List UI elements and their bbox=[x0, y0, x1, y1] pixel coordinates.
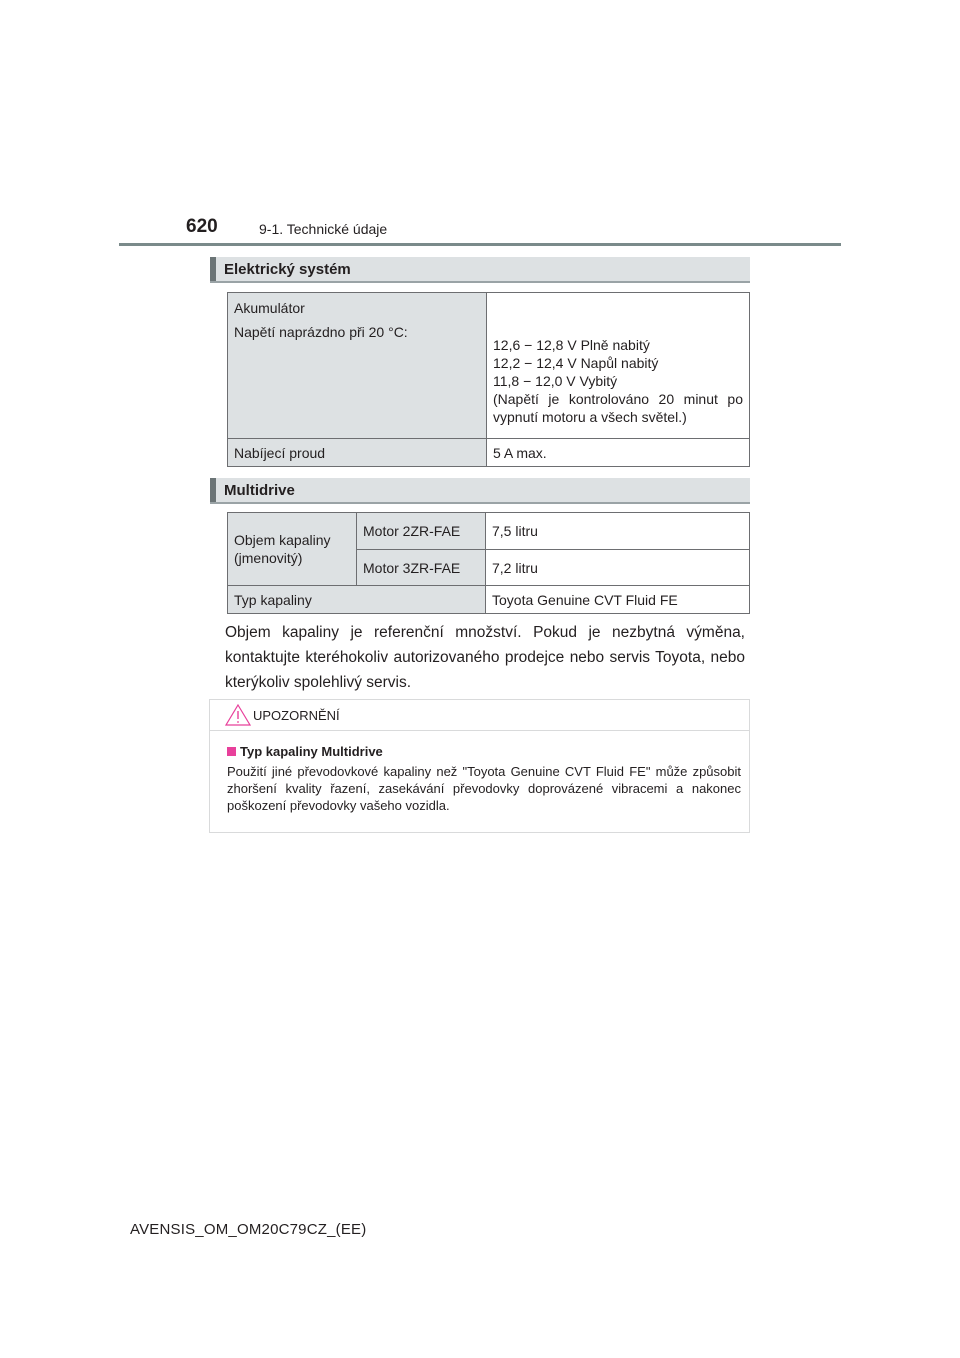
chapter-title: 9-1. Technické údaje bbox=[259, 221, 388, 237]
section-heading-text: Multidrive bbox=[224, 482, 295, 499]
engine-cell bbox=[357, 513, 486, 550]
charging-value-cell bbox=[487, 439, 750, 467]
fluid-type-label: Typ kapaliny bbox=[234, 591, 312, 608]
multidrive-table bbox=[227, 512, 750, 614]
capacity-value: 7,2 litru bbox=[492, 559, 538, 576]
section-heading-electrical bbox=[210, 257, 750, 283]
table-row bbox=[228, 293, 750, 439]
heading-bar bbox=[210, 257, 216, 281]
warning-triangle-icon bbox=[225, 704, 251, 726]
charging-label-cell bbox=[228, 439, 487, 467]
header-rule bbox=[119, 243, 841, 246]
table-row bbox=[228, 586, 750, 614]
warning-subtitle: Typ kapaliny Multidrive bbox=[240, 744, 383, 759]
charging-label: Nabíjecí proud bbox=[234, 444, 326, 461]
voltage-line: vypnutí motoru a všech světel.) bbox=[493, 409, 687, 425]
voltage-label: Napětí naprázdno při 20 °C: bbox=[234, 324, 408, 340]
document-code: AVENSIS_OM_OM20C79CZ_(EE) bbox=[130, 1221, 367, 1238]
voltage-line: 12,2 − 12,4 V Napůl nabitý bbox=[493, 355, 659, 371]
warning-header bbox=[210, 700, 749, 731]
charging-value: 5 A max. bbox=[493, 444, 547, 461]
page-number: 620 bbox=[186, 216, 218, 237]
voltage-line: 11,8 − 12,0 V Vybitý bbox=[493, 373, 618, 389]
section-heading-text: Elektrický systém bbox=[224, 261, 351, 278]
fluid-type-value-cell bbox=[486, 586, 750, 614]
table-row bbox=[228, 513, 750, 550]
capacity-label-line: (jmenovitý) bbox=[234, 550, 303, 566]
capacity-label-line: Objem kapaliny bbox=[234, 532, 331, 548]
heading-bar bbox=[210, 478, 216, 502]
warning-box bbox=[209, 699, 750, 833]
voltage-values-cell bbox=[487, 293, 750, 439]
capacity-label-cell bbox=[228, 513, 357, 586]
battery-label-cell bbox=[228, 293, 487, 439]
note-paragraph: Objem kapaliny je referenční množství. Pokud je nezbytná výměna, kontaktujte kteréhokoliv autorizovaného prodejce nebo servis Toyota, nebo kterýkoliv spolehlivý servis. bbox=[225, 624, 745, 691]
capacity-value-cell bbox=[486, 550, 750, 586]
fluid-type-label-cell bbox=[228, 586, 486, 614]
capacity-value-cell bbox=[486, 513, 750, 550]
battery-label: Akumulátor bbox=[234, 300, 305, 316]
section-heading-multidrive bbox=[210, 478, 750, 504]
fluid-type-value: Toyota Genuine CVT Fluid FE bbox=[492, 591, 678, 608]
engine-cell bbox=[357, 550, 486, 586]
engine-label: Motor 3ZR-FAE bbox=[363, 559, 461, 576]
warning-subtitle-row bbox=[227, 744, 383, 759]
electrical-table bbox=[227, 292, 750, 467]
engine-label: Motor 2ZR-FAE bbox=[363, 523, 461, 539]
warning-body: Použití jiné převodovkové kapaliny než "Toyota Genuine CVT Fluid FE" může způsobit zhoršení kvality řazení, zasekávání převodovky doprovázené vibracemi a nakonec poškození převodovky vašeho vozidla. bbox=[227, 764, 741, 813]
warning-title: UPOZORNĚNÍ bbox=[253, 708, 340, 723]
capacity-value: 7,5 litru bbox=[492, 523, 538, 539]
table-row bbox=[228, 439, 750, 467]
voltage-line: 12,6 − 12,8 V Plně nabitý bbox=[493, 337, 650, 353]
voltage-line: (Napětí je kontrolováno 20 minut po bbox=[493, 391, 743, 407]
bullet-square-icon bbox=[227, 747, 236, 756]
